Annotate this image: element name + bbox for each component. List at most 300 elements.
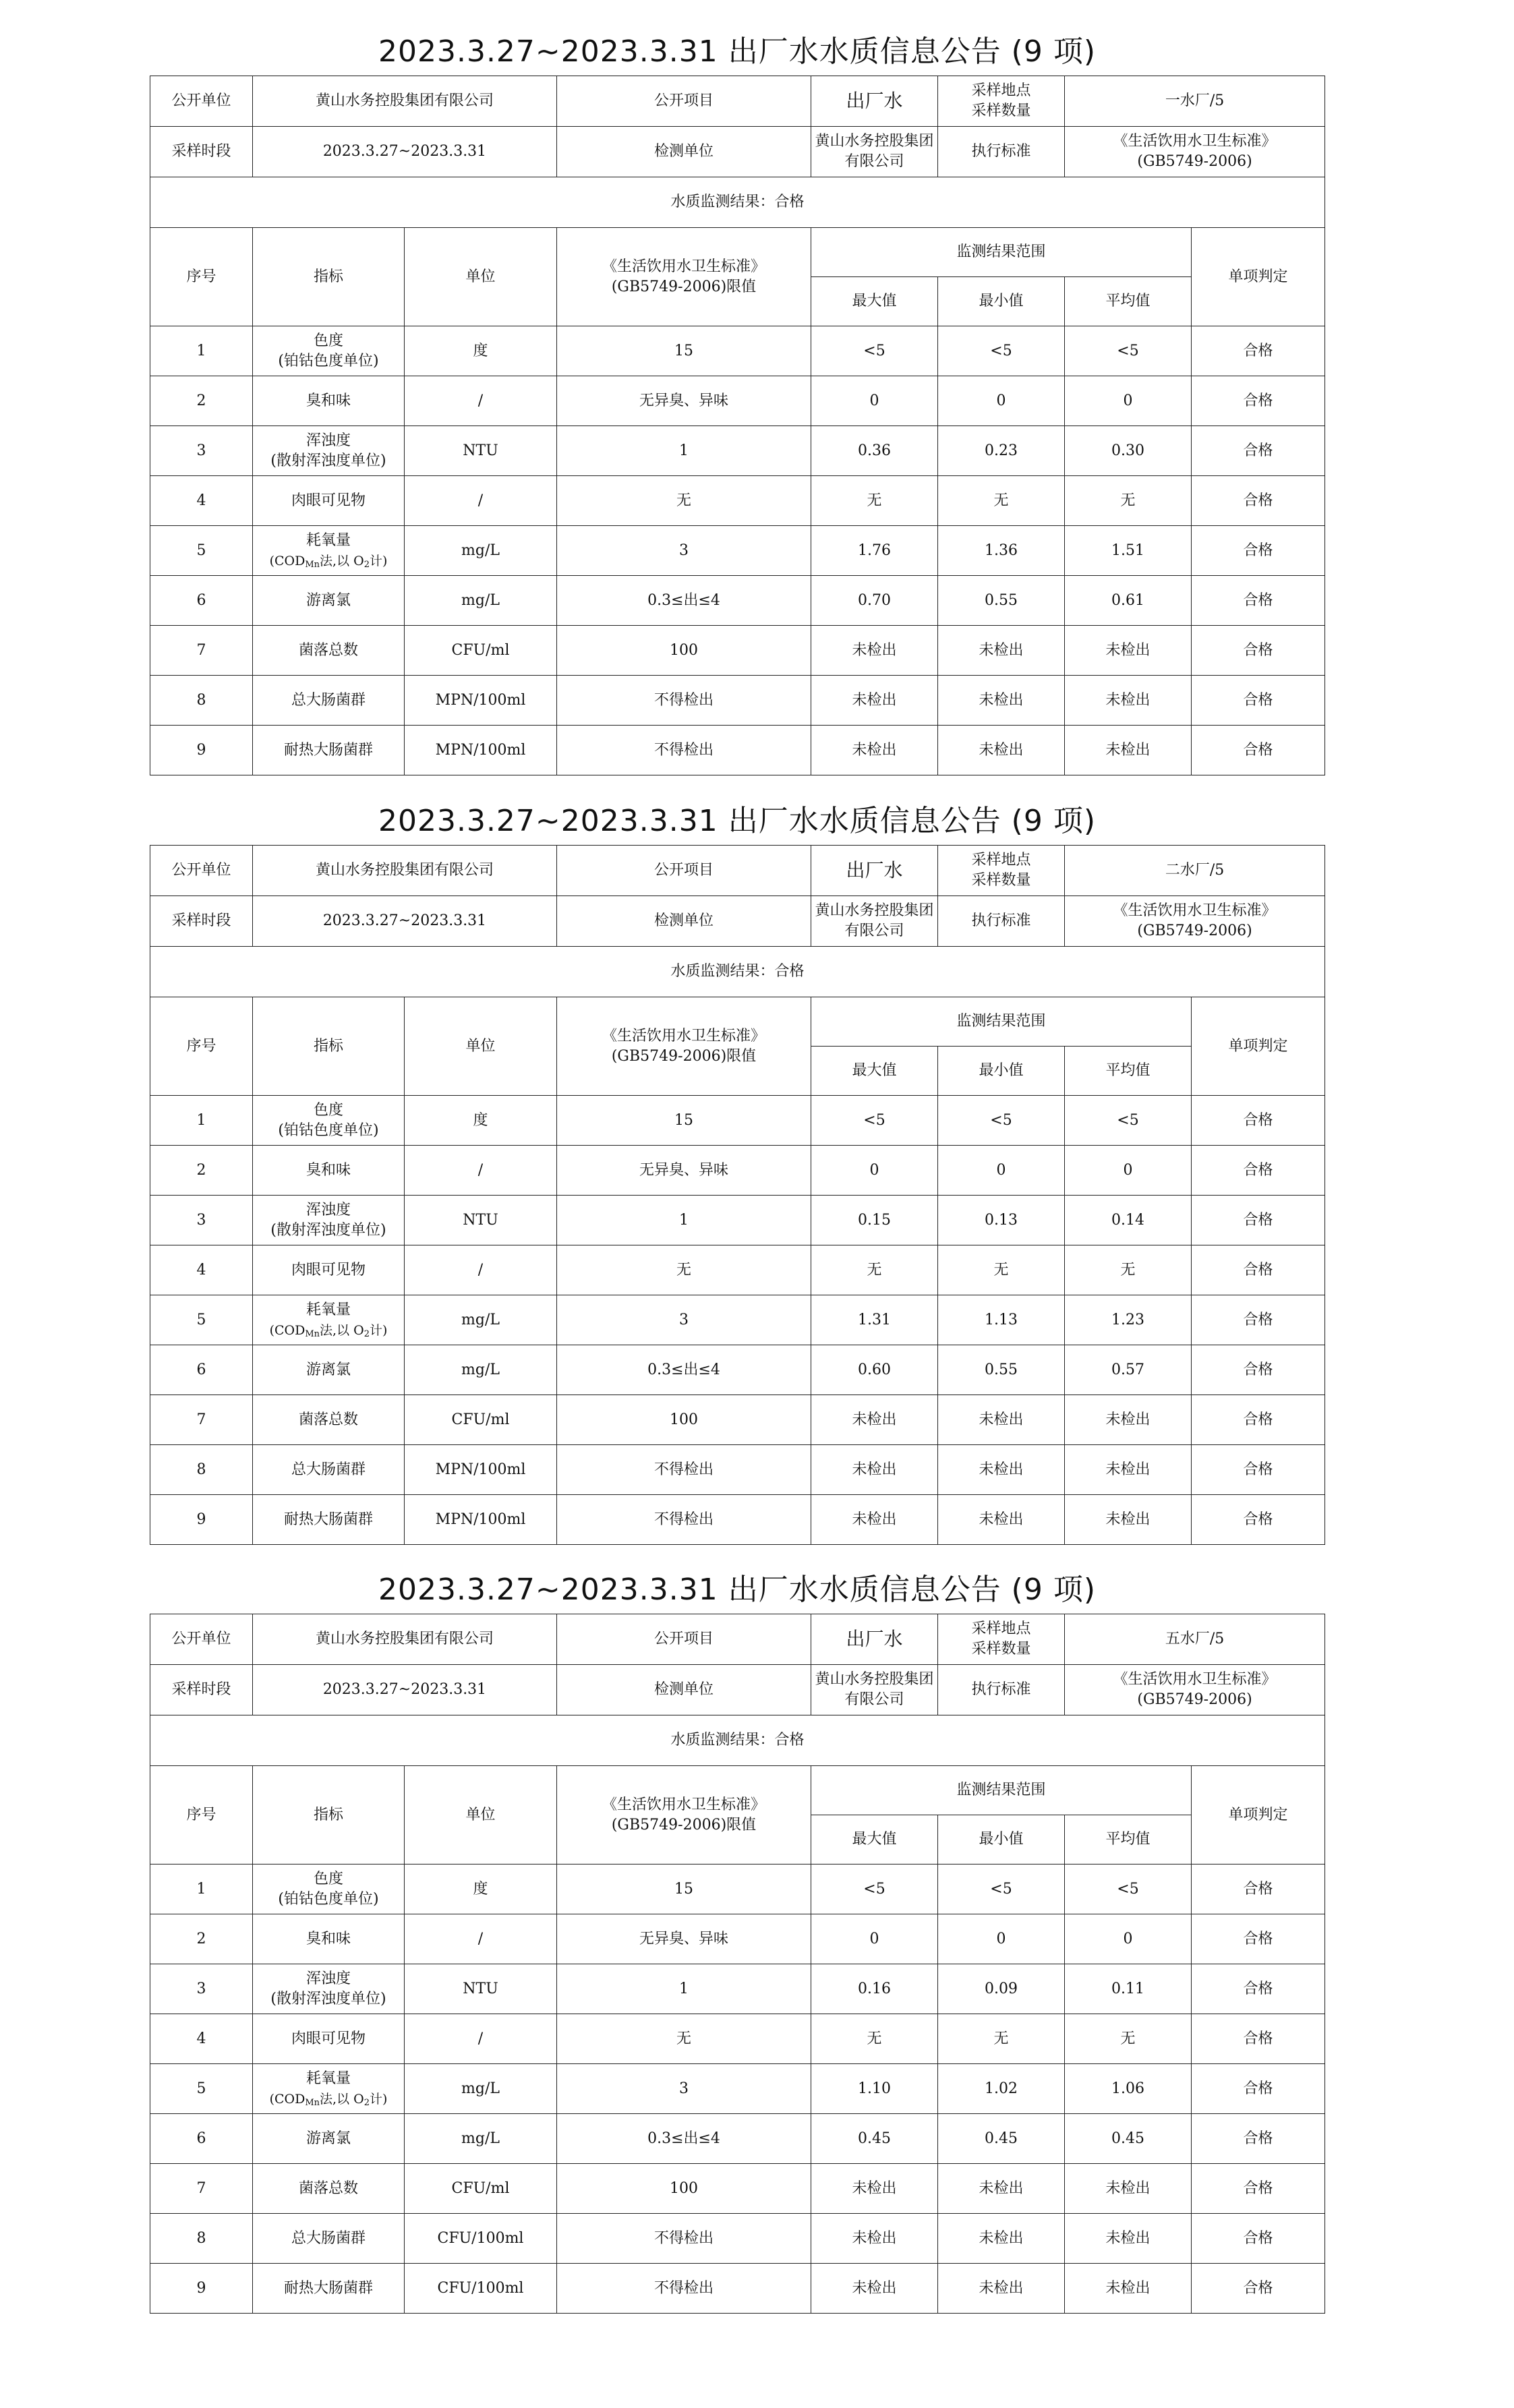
cell-unit: / (405, 376, 557, 426)
cell-indicator: 浑浊度 (散射浑浊度单位) (253, 1964, 405, 2014)
cell-judgement: 合格 (1192, 2014, 1325, 2064)
info-project: 出厂水 (811, 76, 938, 127)
cell-max: 0.70 (811, 576, 938, 626)
cell-seq: 3 (150, 426, 253, 476)
cell-standard-limit: 不得检出 (557, 1495, 811, 1545)
cell-avg: 未检出 (1065, 626, 1192, 676)
cell-max: 1.76 (811, 526, 938, 576)
cell-judgement: 合格 (1192, 1295, 1325, 1345)
info-lab: 黄山水务控股集团有限公司 (811, 1665, 938, 1715)
cell-judgement: 合格 (1192, 2164, 1325, 2214)
info-key-project: 公开项目 (557, 846, 811, 896)
cell-judgement: 合格 (1192, 1245, 1325, 1295)
cell-indicator: 肉眼可见物 (253, 2014, 405, 2064)
cell-max: 无 (811, 476, 938, 526)
cell-standard-limit: 100 (557, 1395, 811, 1445)
info-period: 2023.3.27~2023.3.31 (253, 127, 557, 177)
cell-avg: 未检出 (1065, 2214, 1192, 2264)
info-period: 2023.3.27~2023.3.31 (253, 1665, 557, 1715)
cell-max: 0.16 (811, 1964, 938, 2014)
cell-standard-limit: 0.3≤出≤4 (557, 2114, 811, 2164)
cell-max: 未检出 (811, 676, 938, 726)
cell-standard-limit: 100 (557, 626, 811, 676)
cell-avg: <5 (1065, 326, 1192, 376)
cell-unit: NTU (405, 426, 557, 476)
cell-avg: 1.23 (1065, 1295, 1192, 1345)
cell-max: 未检出 (811, 2164, 938, 2214)
cell-unit: mg/L (405, 1345, 557, 1395)
cell-indicator: 耐热大肠菌群 (253, 2264, 405, 2314)
info-key-sampling-site: 采样地点 采样数量 (938, 846, 1065, 896)
water-quality-table (150, 845, 1325, 1545)
cell-min: 无 (938, 476, 1065, 526)
cell-judgement: 合格 (1192, 426, 1325, 476)
cell-judgement: 合格 (1192, 726, 1325, 775)
col-min: 最小值 (938, 1815, 1065, 1864)
cell-max: <5 (811, 1096, 938, 1146)
cell-unit: mg/L (405, 576, 557, 626)
cell-judgement: 合格 (1192, 626, 1325, 676)
cell-seq: 8 (150, 1445, 253, 1495)
cell-indicator: 耗氧量 ($COD_{Mn}$法,以 $O_2$计) (253, 2064, 405, 2114)
cell-seq: 1 (150, 326, 253, 376)
table-row (150, 476, 1325, 526)
cell-judgement: 合格 (1192, 1914, 1325, 1964)
cell-unit: / (405, 2014, 557, 2064)
table-row (150, 526, 1325, 576)
cell-standard-limit: 不得检出 (557, 2214, 811, 2264)
table-row (150, 2164, 1325, 2214)
col-unit: 单位 (405, 228, 557, 326)
col-min: 最小值 (938, 277, 1065, 326)
cell-min: 未检出 (938, 1495, 1065, 1545)
notice-title: 2023.3.27~2023.3.31 出厂水水质信息公告 (9 项) (378, 804, 1096, 838)
cell-standard-limit: 1 (557, 1964, 811, 2014)
info-project: 出厂水 (811, 1614, 938, 1665)
info-key-period: 采样时段 (150, 896, 253, 947)
monitoring-result: 水质监测结果：合格 (150, 1715, 1325, 1766)
cell-unit: 度 (405, 326, 557, 376)
cell-unit: mg/L (405, 2064, 557, 2114)
cell-max: <5 (811, 326, 938, 376)
cell-min: 1.36 (938, 526, 1065, 576)
info-project: 出厂水 (811, 846, 938, 896)
cell-min: 0.55 (938, 576, 1065, 626)
table-row (150, 1196, 1325, 1245)
cell-min: 未检出 (938, 626, 1065, 676)
info-key-sampling-site: 采样地点 采样数量 (938, 1614, 1065, 1665)
cell-indicator: 肉眼可见物 (253, 1245, 405, 1295)
info-sampling-site: 五水厂/5 (1065, 1614, 1325, 1665)
cell-max: 未检出 (811, 1495, 938, 1545)
cell-indicator: 浑浊度 (散射浑浊度单位) (253, 1196, 405, 1245)
cell-judgement: 合格 (1192, 526, 1325, 576)
cell-seq: 2 (150, 1914, 253, 1964)
cell-unit: mg/L (405, 1295, 557, 1345)
info-sampling-site: 二水厂/5 (1065, 846, 1325, 896)
cell-judgement: 合格 (1192, 2214, 1325, 2264)
cell-standard-limit: 100 (557, 2164, 811, 2214)
table-row (150, 576, 1325, 626)
cell-max: 未检出 (811, 2214, 938, 2264)
cell-judgement: 合格 (1192, 2264, 1325, 2314)
cell-unit: mg/L (405, 526, 557, 576)
cell-standard-limit: 不得检出 (557, 1445, 811, 1495)
cell-avg: 未检出 (1065, 1495, 1192, 1545)
cell-standard-limit: 无 (557, 2014, 811, 2064)
cell-avg: <5 (1065, 1096, 1192, 1146)
cell-unit: NTU (405, 1196, 557, 1245)
cell-min: 0.23 (938, 426, 1065, 476)
info-standard: 《生活饮用水卫生标准》 (GB5749-2006) (1065, 127, 1325, 177)
notice-section (150, 28, 1324, 775)
cell-judgement: 合格 (1192, 676, 1325, 726)
col-standard-limit: 《生活饮用水卫生标准》 (GB5749-2006)限值 (557, 997, 811, 1096)
table-row (150, 1964, 1325, 2014)
notice-section (150, 1566, 1324, 2314)
col-standard-limit: 《生活饮用水卫生标准》 (GB5749-2006)限值 (557, 1766, 811, 1864)
info-key-standard: 执行标准 (938, 127, 1065, 177)
cell-judgement: 合格 (1192, 1964, 1325, 2014)
cell-min: <5 (938, 326, 1065, 376)
cell-indicator: 游离氯 (253, 1345, 405, 1395)
info-standard: 《生活饮用水卫生标准》 (GB5749-2006) (1065, 896, 1325, 947)
cell-indicator: 色度 (铂钴色度单位) (253, 326, 405, 376)
cell-unit: CFU/100ml (405, 2264, 557, 2314)
col-result-range: 监测结果范围 (811, 997, 1192, 1047)
cell-min: 无 (938, 2014, 1065, 2064)
cell-avg: 未检出 (1065, 676, 1192, 726)
cell-indicator: 总大肠菌群 (253, 2214, 405, 2264)
cell-avg: 未检出 (1065, 726, 1192, 775)
cell-judgement: 合格 (1192, 2064, 1325, 2114)
cell-seq: 6 (150, 2114, 253, 2164)
cell-seq: 4 (150, 2014, 253, 2064)
info-lab: 黄山水务控股集团有限公司 (811, 896, 938, 947)
col-judgement: 单项判定 (1192, 228, 1325, 326)
cell-seq: 8 (150, 676, 253, 726)
cell-avg: 0.61 (1065, 576, 1192, 626)
cell-avg: 1.06 (1065, 2064, 1192, 2114)
info-key-period: 采样时段 (150, 1665, 253, 1715)
cell-seq: 5 (150, 1295, 253, 1345)
col-standard-limit: 《生活饮用水卫生标准》 (GB5749-2006)限值 (557, 228, 811, 326)
cell-seq: 7 (150, 1395, 253, 1445)
cell-avg: 0 (1065, 1914, 1192, 1964)
cell-judgement: 合格 (1192, 1864, 1325, 1914)
cell-avg: 无 (1065, 476, 1192, 526)
cell-seq: 9 (150, 1495, 253, 1545)
cell-avg: 0.57 (1065, 1345, 1192, 1395)
cell-standard-limit: 无异臭、异味 (557, 1914, 811, 1964)
cell-indicator: 臭和味 (253, 376, 405, 426)
info-period: 2023.3.27~2023.3.31 (253, 896, 557, 947)
cell-indicator: 总大肠菌群 (253, 1445, 405, 1495)
cell-min: 0 (938, 376, 1065, 426)
cell-avg: 未检出 (1065, 1395, 1192, 1445)
cell-unit: / (405, 1914, 557, 1964)
cell-indicator: 耐热大肠菌群 (253, 726, 405, 775)
monitoring-result: 水质监测结果：合格 (150, 177, 1325, 228)
col-seq: 序号 (150, 1766, 253, 1864)
cell-standard-limit: 不得检出 (557, 726, 811, 775)
table-row (150, 2214, 1325, 2264)
cell-avg: 0 (1065, 1146, 1192, 1196)
cell-indicator: 耐热大肠菌群 (253, 1495, 405, 1545)
cell-seq: 5 (150, 2064, 253, 2114)
col-judgement: 单项判定 (1192, 997, 1325, 1096)
info-key-standard: 执行标准 (938, 896, 1065, 947)
cell-indicator: 浑浊度 (散射浑浊度单位) (253, 426, 405, 476)
cell-standard-limit: 0.3≤出≤4 (557, 576, 811, 626)
table-row (150, 1295, 1325, 1345)
cell-min: 0.45 (938, 2114, 1065, 2164)
info-publisher: 黄山水务控股集团有限公司 (253, 846, 557, 896)
cell-max: 1.31 (811, 1295, 938, 1345)
water-quality-table (150, 1614, 1325, 2314)
cell-indicator: 臭和味 (253, 1146, 405, 1196)
cell-min: 0 (938, 1914, 1065, 1964)
table-row (150, 1395, 1325, 1445)
table-row (150, 726, 1325, 775)
table-row (150, 426, 1325, 476)
table-row (150, 1245, 1325, 1295)
cell-unit: 度 (405, 1096, 557, 1146)
col-seq: 序号 (150, 997, 253, 1096)
info-key-project: 公开项目 (557, 1614, 811, 1665)
cell-seq: 2 (150, 376, 253, 426)
cell-min: 未检出 (938, 2214, 1065, 2264)
cell-min: 0.55 (938, 1345, 1065, 1395)
info-key-lab: 检测单位 (557, 1665, 811, 1715)
cell-max: <5 (811, 1864, 938, 1914)
table-row (150, 1495, 1325, 1545)
col-judgement: 单项判定 (1192, 1766, 1325, 1864)
info-standard: 《生活饮用水卫生标准》 (GB5749-2006) (1065, 1665, 1325, 1715)
cell-judgement: 合格 (1192, 1445, 1325, 1495)
cell-min: <5 (938, 1096, 1065, 1146)
cell-standard-limit: 15 (557, 1096, 811, 1146)
info-key-lab: 检测单位 (557, 127, 811, 177)
cell-seq: 3 (150, 1196, 253, 1245)
notice-section (150, 798, 1324, 1545)
cell-avg: 未检出 (1065, 2264, 1192, 2314)
cell-judgement: 合格 (1192, 476, 1325, 526)
cell-min: 1.13 (938, 1295, 1065, 1345)
cell-avg: 0 (1065, 376, 1192, 426)
info-lab: 黄山水务控股集团有限公司 (811, 127, 938, 177)
info-publisher: 黄山水务控股集团有限公司 (253, 1614, 557, 1665)
cell-max: 未检出 (811, 2264, 938, 2314)
cell-indicator: 肉眼可见物 (253, 476, 405, 526)
cell-standard-limit: 无 (557, 1245, 811, 1295)
cell-indicator: 耗氧量 ($COD_{Mn}$法,以 $O_2$计) (253, 526, 405, 576)
cell-standard-limit: 不得检出 (557, 2264, 811, 2314)
cell-min: 0.09 (938, 1964, 1065, 2014)
cell-judgement: 合格 (1192, 1395, 1325, 1445)
cell-standard-limit: 3 (557, 2064, 811, 2114)
cell-indicator: 耗氧量 ($COD_{Mn}$法,以 $O_2$计) (253, 1295, 405, 1345)
cell-judgement: 合格 (1192, 326, 1325, 376)
cell-min: <5 (938, 1864, 1065, 1914)
cell-indicator: 臭和味 (253, 1914, 405, 1964)
cell-unit: NTU (405, 1964, 557, 2014)
cell-standard-limit: 无异臭、异味 (557, 376, 811, 426)
col-avg: 平均值 (1065, 277, 1192, 326)
cell-seq: 9 (150, 2264, 253, 2314)
info-key-publisher: 公开单位 (150, 76, 253, 127)
cell-seq: 5 (150, 526, 253, 576)
cell-standard-limit: 无 (557, 476, 811, 526)
table-row (150, 676, 1325, 726)
cell-seq: 3 (150, 1964, 253, 2014)
cell-judgement: 合格 (1192, 576, 1325, 626)
col-indicator: 指标 (253, 1766, 405, 1864)
cell-indicator: 总大肠菌群 (253, 676, 405, 726)
info-key-project: 公开项目 (557, 76, 811, 127)
cell-unit: MPN/100ml (405, 1445, 557, 1495)
cell-avg: 0.14 (1065, 1196, 1192, 1245)
cell-avg: 0.30 (1065, 426, 1192, 476)
cell-indicator: 游离氯 (253, 2114, 405, 2164)
cell-judgement: 合格 (1192, 1096, 1325, 1146)
notice-title: 2023.3.27~2023.3.31 出厂水水质信息公告 (9 项) (378, 1573, 1096, 1607)
cell-max: 0.36 (811, 426, 938, 476)
table-row (150, 2114, 1325, 2164)
table-row (150, 1914, 1325, 1964)
cell-avg: 无 (1065, 2014, 1192, 2064)
col-max: 最大值 (811, 1815, 938, 1864)
cell-unit: / (405, 476, 557, 526)
cell-avg: 未检出 (1065, 2164, 1192, 2214)
cell-standard-limit: 无异臭、异味 (557, 1146, 811, 1196)
cell-seq: 1 (150, 1864, 253, 1914)
cell-min: 无 (938, 1245, 1065, 1295)
cell-judgement: 合格 (1192, 1196, 1325, 1245)
col-unit: 单位 (405, 997, 557, 1096)
cell-seq: 2 (150, 1146, 253, 1196)
water-quality-table (150, 76, 1325, 775)
cell-indicator: 游离氯 (253, 576, 405, 626)
cell-indicator: 色度 (铂钴色度单位) (253, 1096, 405, 1146)
cell-min: 未检出 (938, 676, 1065, 726)
info-key-publisher: 公开单位 (150, 846, 253, 896)
cell-unit: CFU/ml (405, 1395, 557, 1445)
info-key-publisher: 公开单位 (150, 1614, 253, 1665)
table-row (150, 2014, 1325, 2064)
table-row (150, 1864, 1325, 1914)
cell-judgement: 合格 (1192, 1146, 1325, 1196)
cell-max: 0.15 (811, 1196, 938, 1245)
cell-judgement: 合格 (1192, 376, 1325, 426)
cell-min: 0.13 (938, 1196, 1065, 1245)
table-row (150, 376, 1325, 426)
cell-standard-limit: 1 (557, 426, 811, 476)
cell-avg: 未检出 (1065, 1445, 1192, 1495)
cell-unit: CFU/ml (405, 626, 557, 676)
info-publisher: 黄山水务控股集团有限公司 (253, 76, 557, 127)
cell-unit: / (405, 1146, 557, 1196)
cell-standard-limit: 0.3≤出≤4 (557, 1345, 811, 1395)
cell-min: 未检出 (938, 1395, 1065, 1445)
cell-indicator: 菌落总数 (253, 2164, 405, 2214)
cell-avg: 0.11 (1065, 1964, 1192, 2014)
cell-min: 1.02 (938, 2064, 1065, 2114)
cell-avg: 1.51 (1065, 526, 1192, 576)
cell-unit: mg/L (405, 2114, 557, 2164)
cell-unit: MPN/100ml (405, 676, 557, 726)
cell-seq: 6 (150, 1345, 253, 1395)
cell-unit: / (405, 1245, 557, 1295)
col-indicator: 指标 (253, 228, 405, 326)
cell-min: 未检出 (938, 1445, 1065, 1495)
cell-indicator: 菌落总数 (253, 1395, 405, 1445)
cell-max: 1.10 (811, 2064, 938, 2114)
cell-max: 无 (811, 1245, 938, 1295)
cell-seq: 6 (150, 576, 253, 626)
info-key-sampling-site: 采样地点 采样数量 (938, 76, 1065, 127)
cell-max: 0 (811, 376, 938, 426)
cell-max: 未检出 (811, 726, 938, 775)
cell-seq: 1 (150, 1096, 253, 1146)
cell-max: 未检出 (811, 1445, 938, 1495)
col-indicator: 指标 (253, 997, 405, 1096)
col-seq: 序号 (150, 228, 253, 326)
cell-unit: CFU/100ml (405, 2214, 557, 2264)
cell-judgement: 合格 (1192, 1345, 1325, 1395)
cell-indicator: 菌落总数 (253, 626, 405, 676)
cell-avg: 无 (1065, 1245, 1192, 1295)
cell-seq: 4 (150, 1245, 253, 1295)
cell-standard-limit: 1 (557, 1196, 811, 1245)
cell-seq: 7 (150, 626, 253, 676)
cell-max: 未检出 (811, 1395, 938, 1445)
cell-indicator: 色度 (铂钴色度单位) (253, 1864, 405, 1914)
info-sampling-site: 一水厂/5 (1065, 76, 1325, 127)
cell-min: 未检出 (938, 2264, 1065, 2314)
notice-title: 2023.3.27~2023.3.31 出厂水水质信息公告 (9 项) (378, 34, 1096, 69)
table-row (150, 1345, 1325, 1395)
info-key-lab: 检测单位 (557, 896, 811, 947)
col-unit: 单位 (405, 1766, 557, 1864)
col-max: 最大值 (811, 1047, 938, 1096)
cell-avg: 0.45 (1065, 2114, 1192, 2164)
cell-min: 0 (938, 1146, 1065, 1196)
cell-standard-limit: 15 (557, 1864, 811, 1914)
cell-min: 未检出 (938, 726, 1065, 775)
col-avg: 平均值 (1065, 1047, 1192, 1096)
cell-max: 无 (811, 2014, 938, 2064)
cell-max: 未检出 (811, 626, 938, 676)
cell-judgement: 合格 (1192, 1495, 1325, 1545)
cell-standard-limit: 15 (557, 326, 811, 376)
cell-seq: 4 (150, 476, 253, 526)
cell-standard-limit: 3 (557, 1295, 811, 1345)
table-row (150, 2064, 1325, 2114)
table-row (150, 626, 1325, 676)
table-row (150, 1445, 1325, 1495)
info-key-standard: 执行标准 (938, 1665, 1065, 1715)
cell-unit: CFU/ml (405, 2164, 557, 2214)
table-row (150, 1096, 1325, 1146)
cell-max: 0 (811, 1914, 938, 1964)
cell-min: 未检出 (938, 2164, 1065, 2214)
cell-seq: 9 (150, 726, 253, 775)
cell-unit: MPN/100ml (405, 726, 557, 775)
cell-unit: MPN/100ml (405, 1495, 557, 1545)
table-row (150, 326, 1325, 376)
cell-unit: 度 (405, 1864, 557, 1914)
